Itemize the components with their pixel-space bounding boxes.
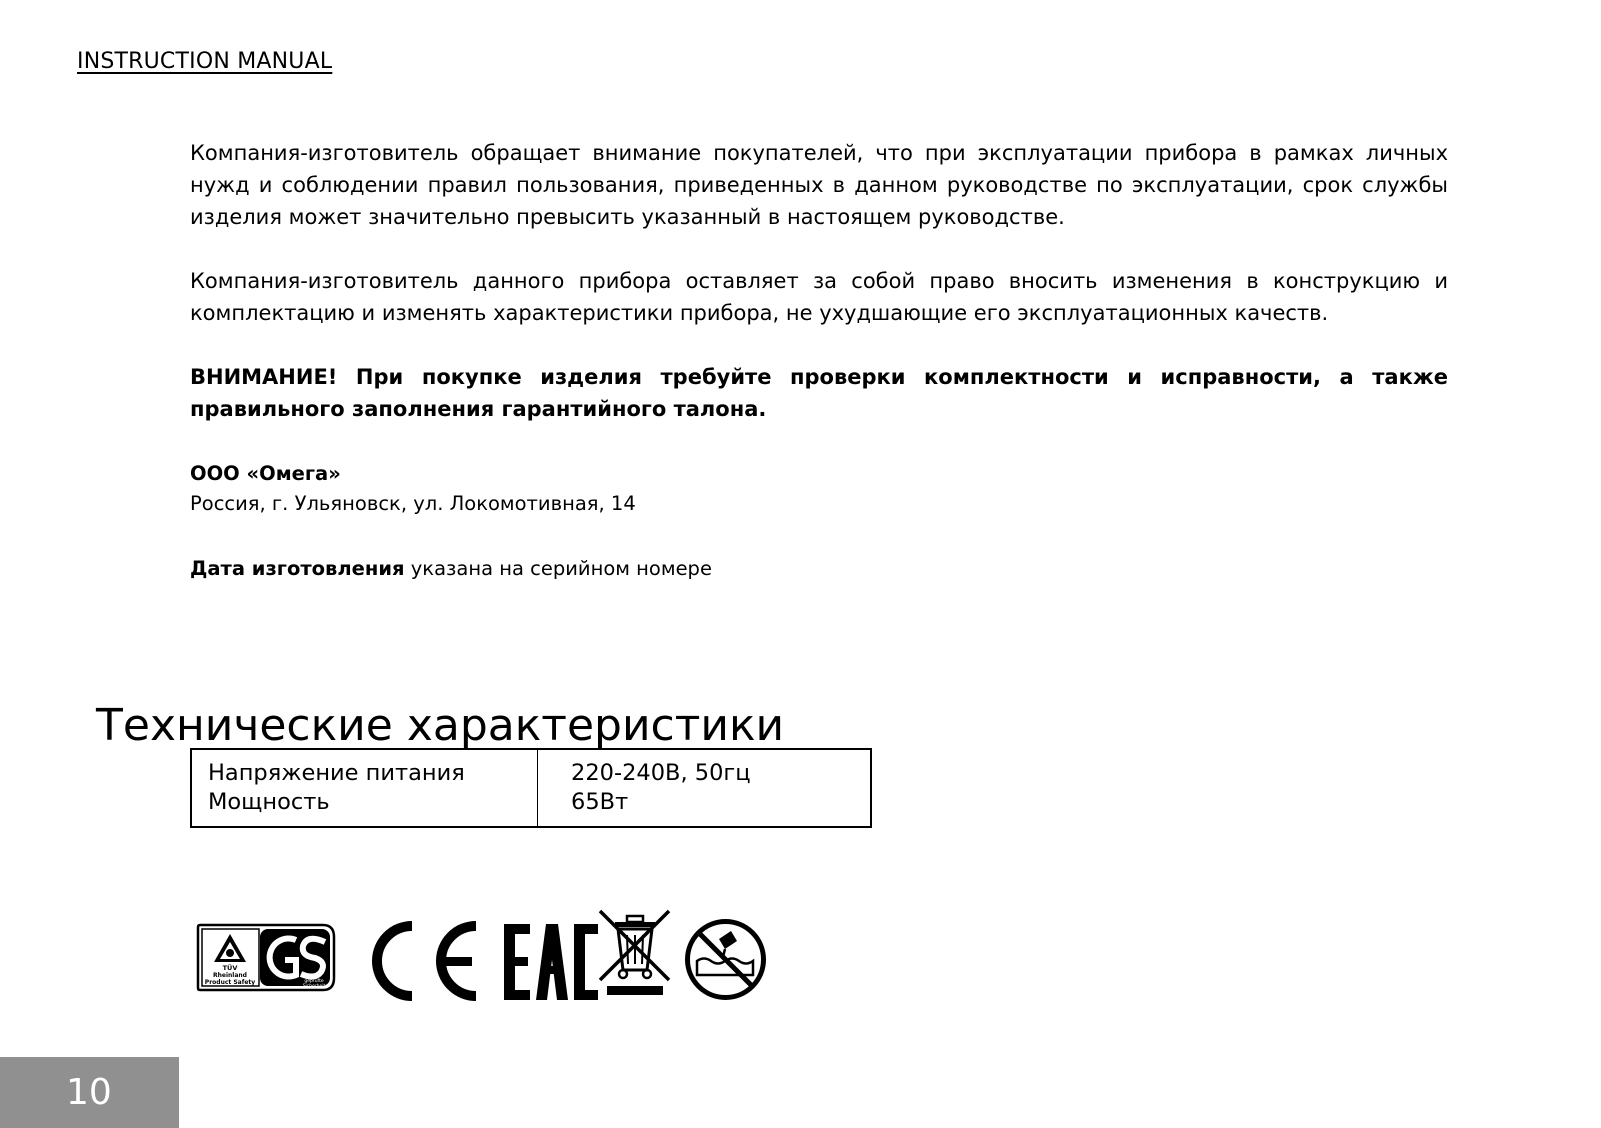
gs-text-2: Sicherheit: [302, 984, 326, 989]
specs-table: [190, 748, 872, 828]
intro-paragraph-2: Компания-изготовитель данного прибора оставляет за собой право вносить изменения в конструкцию и комплектацию и изменять характеристики прибора, не ухудшающие его эксплуатационных качеств.: [190, 269, 1448, 325]
tuv-text-1: TÜV: [222, 964, 238, 972]
manufacture-date-note: [190, 557, 712, 580]
page-number: 10: [0, 1057, 179, 1128]
intro-paragraph-1: Компания-изготовитель обращает внимание покупателей, что при эксплуатации прибора в рамках личных нужд и соблюдении правил пользования, приведенных в данном руководстве по эксплуатации, срок службы изделия может значительно превысить указанный в настоящем руководстве.: [190, 141, 1448, 229]
spec-label-voltage: Напряжение питания: [208, 760, 465, 786]
tuv-text-3: Product Safety: [204, 979, 256, 986]
specs-label-column: [192, 750, 538, 826]
manufacturer-address: Россия, г. Ульяновск, ул. Локомотивная, 14: [190, 492, 636, 515]
document-header: INSTRUCTION MANUAL: [77, 49, 333, 74]
spec-value-voltage: 220-240В, 50гц: [571, 760, 751, 786]
manufacturer-name: ООО «Омега»: [190, 462, 341, 485]
eac-mark-icon: [502, 922, 598, 1002]
warning-paragraph: ВНИМАНИЕ! При покупке изделия требуйте проверки комплектности и исправности, а также правильного заполнения гарантийного талона.: [190, 365, 1448, 421]
manufacture-date-label: Дата изготовления: [190, 557, 405, 580]
spec-label-power: Мощность: [208, 789, 330, 815]
tuv-gs-mark-icon: [197, 924, 335, 991]
tuv-text-2: Rheinland: [213, 972, 247, 979]
no-water-mark-icon: [683, 917, 768, 1002]
ce-mark-icon: [376, 922, 482, 1000]
spec-value-power: 65Вт: [571, 789, 629, 815]
gs-text-1: geprüfte: [304, 979, 324, 984]
specs-title: Технические характеристики: [96, 699, 785, 751]
weee-mark-icon: [597, 908, 675, 1000]
manufacture-date-text: указана на серийном номере: [404, 557, 712, 580]
specs-value-column: [538, 750, 870, 826]
